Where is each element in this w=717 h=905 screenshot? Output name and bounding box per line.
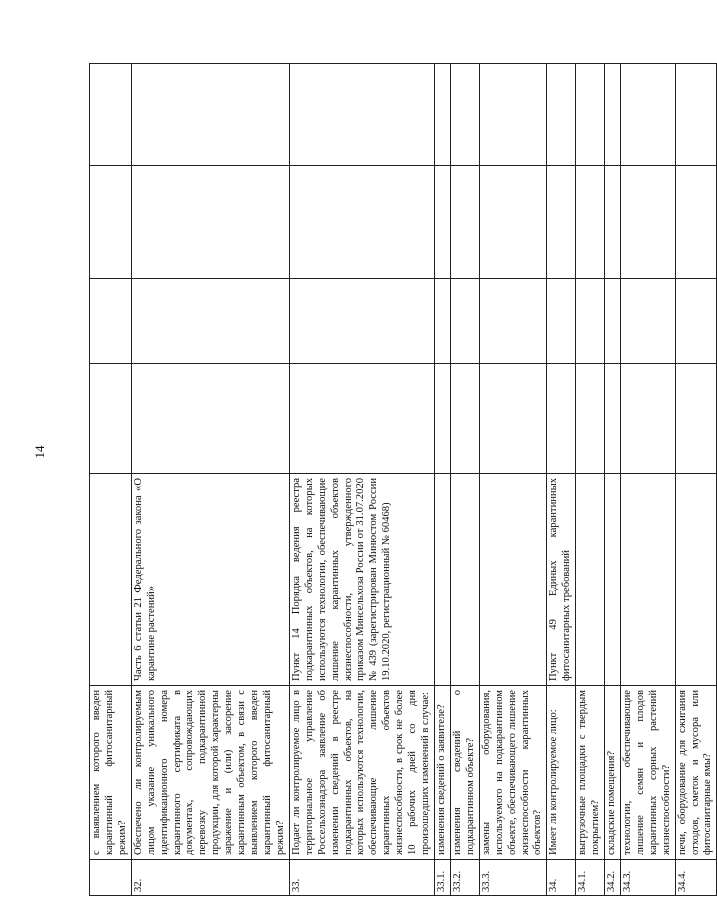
- note-cell: [605, 64, 621, 166]
- question-cell: выгрузочные площадки с твердым покрытием?: [576, 686, 605, 860]
- answer-yes-cell: [434, 364, 450, 474]
- note-cell: [547, 64, 576, 166]
- row-number: 34.: [547, 860, 576, 896]
- answer-na-cell: [547, 166, 576, 279]
- table-row: [289, 64, 434, 896]
- table-row: [131, 64, 289, 896]
- checklist-table-wrapper: [89, 64, 714, 896]
- answer-yes-cell: [289, 364, 434, 474]
- table-row: [90, 64, 132, 896]
- answer-na-cell: [605, 166, 621, 279]
- reference-cell: Пункт 14 Порядка ведения реестра подкарантинных объектов, на которых используются технологии, обеспечивающие лишение карантинных объектов жизнеспособности, утвержденного приказом Минсельхоза России от 31.07.2020 № 439 (зарегистрирован Минюстом России 19.10.2020, регистрационный № 60468): [289, 474, 434, 686]
- answer-na-cell: [289, 166, 434, 279]
- table-row: [450, 64, 479, 896]
- row-number: [90, 860, 132, 896]
- answer-no-cell: [605, 279, 621, 364]
- note-cell: [289, 64, 434, 166]
- table-row: [620, 64, 675, 896]
- answer-yes-cell: [675, 364, 717, 474]
- answer-no-cell: [90, 279, 132, 364]
- reference-cell: [605, 474, 621, 686]
- table-row: [479, 64, 547, 896]
- answer-yes-cell: [479, 364, 547, 474]
- answer-na-cell: [576, 166, 605, 279]
- note-cell: [131, 64, 289, 166]
- answer-no-cell: [450, 279, 479, 364]
- question-cell: печи, оборудование для сжигания отходов, сметок и мусора или фитосанитарные ямы?: [675, 686, 717, 860]
- answer-yes-cell: [131, 364, 289, 474]
- note-cell: [675, 64, 717, 166]
- answer-no-cell: [131, 279, 289, 364]
- note-cell: [434, 64, 450, 166]
- answer-no-cell: [620, 279, 675, 364]
- reference-cell: [434, 474, 450, 686]
- question-cell: замены оборудования, используемого на подкарантинном объекте, обеспечивающего лишение жизнеспособности карантинных объектов?: [479, 686, 547, 860]
- note-cell: [576, 64, 605, 166]
- question-cell: складские помещения?: [605, 686, 621, 860]
- answer-no-cell: [547, 279, 576, 364]
- answer-na-cell: [131, 166, 289, 279]
- reference-cell: Часть 6 статьи 21 Федерального закона «О карантине растений»: [131, 474, 289, 686]
- reference-cell: [576, 474, 605, 686]
- question-cell: с выявлением которого введен карантинный фитосанитарный режим?: [90, 686, 132, 860]
- reference-cell: [675, 474, 717, 686]
- row-number: 33.1.: [434, 860, 450, 896]
- note-cell: [90, 64, 132, 166]
- answer-no-cell: [434, 279, 450, 364]
- reference-cell: Пункт 49 Единых карантинных фитосанитарных требований: [547, 474, 576, 686]
- answer-no-cell: [675, 279, 717, 364]
- row-number: 33.: [289, 860, 434, 896]
- question-cell: Имеет ли контролируемое лицо:: [547, 686, 576, 860]
- row-number: 34.1.: [576, 860, 605, 896]
- answer-no-cell: [289, 279, 434, 364]
- note-cell: [450, 64, 479, 166]
- answer-na-cell: [434, 166, 450, 279]
- checklist-table: [89, 63, 717, 896]
- note-cell: [479, 64, 547, 166]
- answer-yes-cell: [620, 364, 675, 474]
- reference-cell: [620, 474, 675, 686]
- row-number: 33.3.: [479, 860, 547, 896]
- answer-yes-cell: [576, 364, 605, 474]
- answer-yes-cell: [547, 364, 576, 474]
- question-cell: изменения сведений о заявителе?: [434, 686, 450, 860]
- table-row: [675, 64, 717, 896]
- table-row: [605, 64, 621, 896]
- table-row: [576, 64, 605, 896]
- table-row: [547, 64, 576, 896]
- reference-cell: [90, 474, 132, 686]
- row-number: 33.2.: [450, 860, 479, 896]
- page-number: 14: [32, 445, 47, 459]
- question-cell: изменения сведений о подкарантинном объекте?: [450, 686, 479, 860]
- row-number: 34.4.: [675, 860, 717, 896]
- answer-yes-cell: [450, 364, 479, 474]
- answer-na-cell: [620, 166, 675, 279]
- answer-yes-cell: [90, 364, 132, 474]
- row-number: 34.2.: [605, 860, 621, 896]
- question-cell: Подает ли контролируемое лицо в территориальное управление Россельхознадзора заявление об изменении сведений в реестре подкарантинных объектов, на которых используются технологии, обеспечивающие лишение карантинных объектов жизнеспособности, в срок не более 10 рабочих дней со дня произошедших изменений в случае:: [289, 686, 434, 860]
- question-cell: Обеспечено ли контролируемым лицом указание уникального идентификационного номера карантинного сертификата в документах, сопровождающих перевозку подкарантинной продукции, для которой характерны заражение и (или) засорение карантинным объектом, в связи с выявлением которого введен карантинный фитосанитарный режим?: [131, 686, 289, 860]
- answer-no-cell: [479, 279, 547, 364]
- reference-cell: [450, 474, 479, 686]
- note-cell: [620, 64, 675, 166]
- answer-na-cell: [675, 166, 717, 279]
- reference-cell: [479, 474, 547, 686]
- answer-na-cell: [450, 166, 479, 279]
- table-row: [434, 64, 450, 896]
- answer-na-cell: [479, 166, 547, 279]
- row-number: 32.: [131, 860, 289, 896]
- question-cell: технологии, обеспечивающие лишение семян и плодов карантинных сорных растений жизнеспособности?: [620, 686, 675, 860]
- answer-na-cell: [90, 166, 132, 279]
- answer-no-cell: [576, 279, 605, 364]
- row-number: 34.3.: [620, 860, 675, 896]
- answer-yes-cell: [605, 364, 621, 474]
